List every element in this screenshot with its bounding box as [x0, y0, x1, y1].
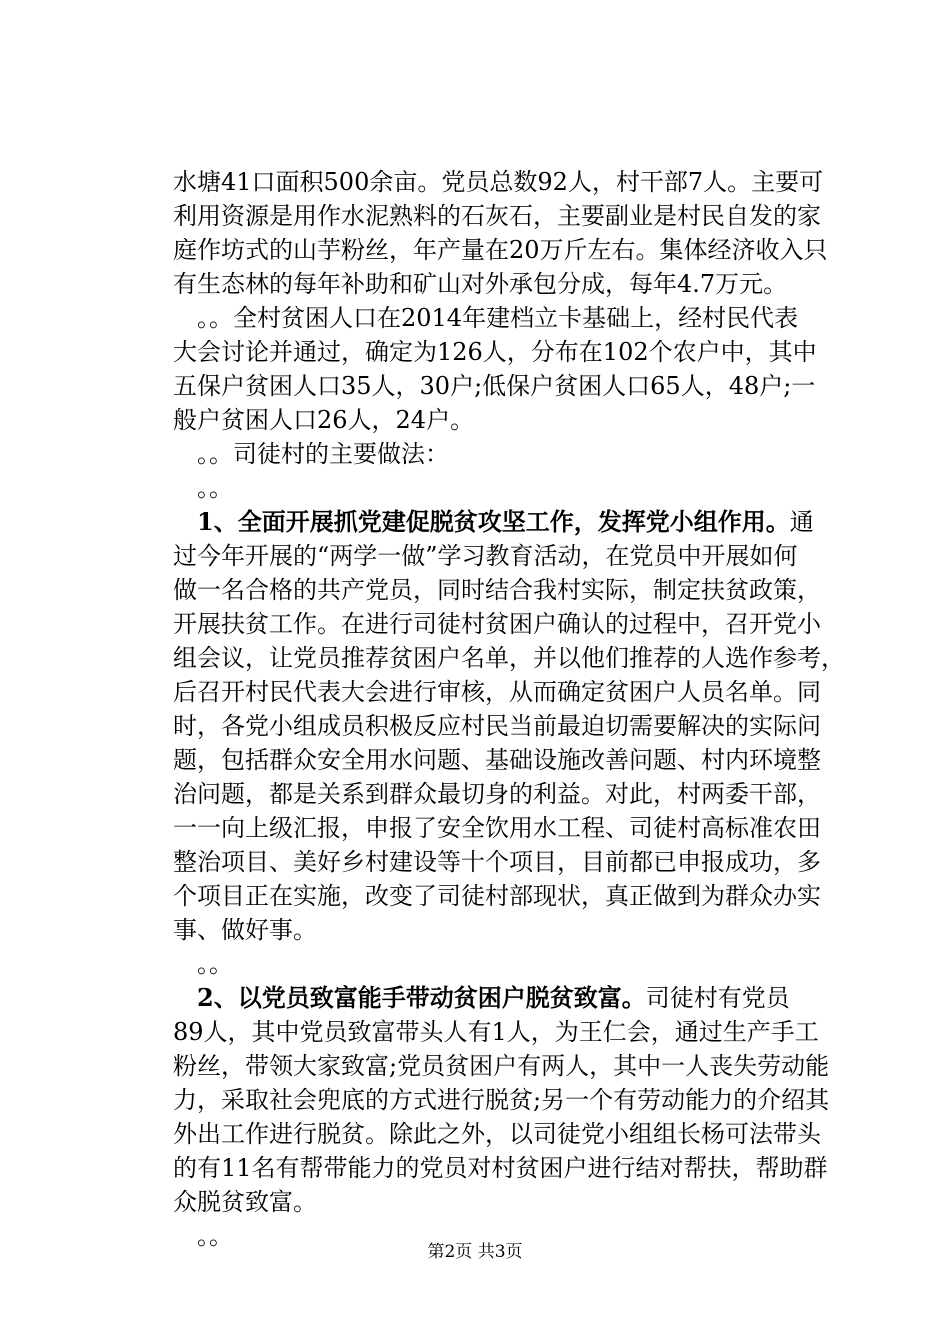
- line-text: 大会讨论并通过，确定为126人，分布在102个农户中，其中: [173, 338, 817, 366]
- bold-heading: 1、全面开展抓党建促脱贫攻坚工作，发挥党小组作用。: [173, 507, 790, 536]
- line-text: 。。司徒村的主要做法：: [173, 440, 449, 468]
- line-text: 治问题，都是关系到群众最切身的利益。对此，村两委干部，: [173, 780, 821, 808]
- text-line: [173, 743, 833, 777]
- text-line: [173, 369, 833, 403]
- line-text: 通: [789, 508, 814, 536]
- line-text: 过今年开展的“两学一做”学习教育活动，在党员中开展如何: [173, 542, 798, 570]
- line-text: 粉丝，带领大家致富;党员贫困户有两人，其中一人丧失劳动能: [173, 1052, 830, 1080]
- text-line: [173, 437, 833, 471]
- text-line: [173, 845, 833, 879]
- line-text: 89人，其中党员致富带头人有1人，为王仁会，通过生产手工: [173, 1018, 819, 1046]
- bold-heading: 2、以党员致富能手带动贫困户脱贫致富。: [173, 983, 646, 1012]
- line-text: 五保户贫困人口35人，30户;低保户贫困人口65人，48户;一: [173, 372, 816, 400]
- line-text: 有生态林的每年补助和矿山对外承包分成，每年4.7万元。: [173, 270, 788, 298]
- line-text: 利用资源是用作水泥熟料的石灰石，主要副业是村民自发的家: [173, 202, 821, 230]
- text-line: [173, 1151, 833, 1185]
- line-text: 力，采取社会兜底的方式进行脱贫;另一个有劳动能力的介绍其: [173, 1086, 830, 1114]
- text-line: [173, 641, 845, 675]
- line-text: 事、做好事。: [173, 916, 317, 944]
- line-text: 整治项目、美好乡村建设等十个项目，目前都已申报成功，多: [173, 848, 821, 876]
- text-line: [173, 199, 833, 233]
- text-line: [173, 981, 833, 1015]
- text-line: [173, 607, 833, 641]
- text-line: [173, 947, 833, 981]
- line-text: 般户贫困人口26人，24户。: [173, 406, 475, 434]
- line-text: 。。全村贫困人口在2014年建档立卡基础上，经村民代表: [173, 304, 799, 332]
- text-line: [173, 1083, 833, 1117]
- text-line: [173, 777, 833, 811]
- line-text: 开展扶贫工作。在进行司徒村贫困户确认的过程中，召开党小: [173, 610, 821, 638]
- text-line: [173, 403, 833, 437]
- text-line: [173, 573, 833, 607]
- text-line: [173, 1049, 833, 1083]
- line-text: 的有11名有帮带能力的党员对村贫困户进行结对帮扶，帮助群: [173, 1154, 828, 1182]
- text-line: [173, 879, 833, 913]
- text-line: [173, 675, 833, 709]
- line-text: 司徒村有党员: [645, 984, 790, 1012]
- line-text: 题，包括群众安全用水问题、基础设施改善问题、村内环境整: [173, 746, 821, 774]
- text-line: [173, 811, 833, 845]
- line-text: 庭作坊式的山芋粉丝，年产量在20万斤左右。集体经济收入只: [173, 236, 828, 264]
- line-text: 个项目正在实施，改变了司徒村部现状，真正做到为群众办实: [173, 882, 821, 910]
- text-line: [173, 301, 833, 335]
- line-text: 时，各党小组成员积极反应村民当前最迫切需要解决的实际问: [173, 712, 821, 740]
- line-text: 。。: [173, 1222, 233, 1250]
- line-text: 众脱贫致富。: [173, 1188, 317, 1216]
- text-line: [173, 233, 833, 267]
- line-text: 外出工作进行脱贫。除此之外，以司徒党小组组长杨可法带头: [173, 1120, 821, 1148]
- line-text: 一一向上级汇报，申报了安全饮用水工程、司徒村高标准农田: [173, 814, 821, 842]
- line-text: 组会议，让党员推荐贫困户名单，并以他们推荐的人选作参考，: [173, 644, 845, 672]
- line-text: 。。: [173, 474, 233, 502]
- text-line: [173, 709, 833, 743]
- line-text: 后召开村民代表大会进行审核，从而确定贫困户人员名单。同: [173, 678, 821, 706]
- text-line: [173, 165, 833, 199]
- text-line: [173, 1117, 833, 1151]
- line-text: 。。: [173, 950, 233, 978]
- text-line: [173, 913, 833, 947]
- text-line: [173, 267, 833, 301]
- text-line: [173, 1015, 833, 1049]
- page-footer: 第2页 共3页: [427, 1242, 523, 1262]
- line-text: 做一名合格的共产党员，同时结合我村实际，制定扶贫政策，: [173, 576, 821, 604]
- line-text: 水塘41口面积500余亩。党员总数92人，村干部7人。主要可: [173, 168, 824, 196]
- text-line: [173, 335, 833, 369]
- text-line: [173, 471, 833, 505]
- text-line: [173, 539, 833, 573]
- text-line: [173, 1185, 833, 1219]
- text-line: [173, 505, 833, 539]
